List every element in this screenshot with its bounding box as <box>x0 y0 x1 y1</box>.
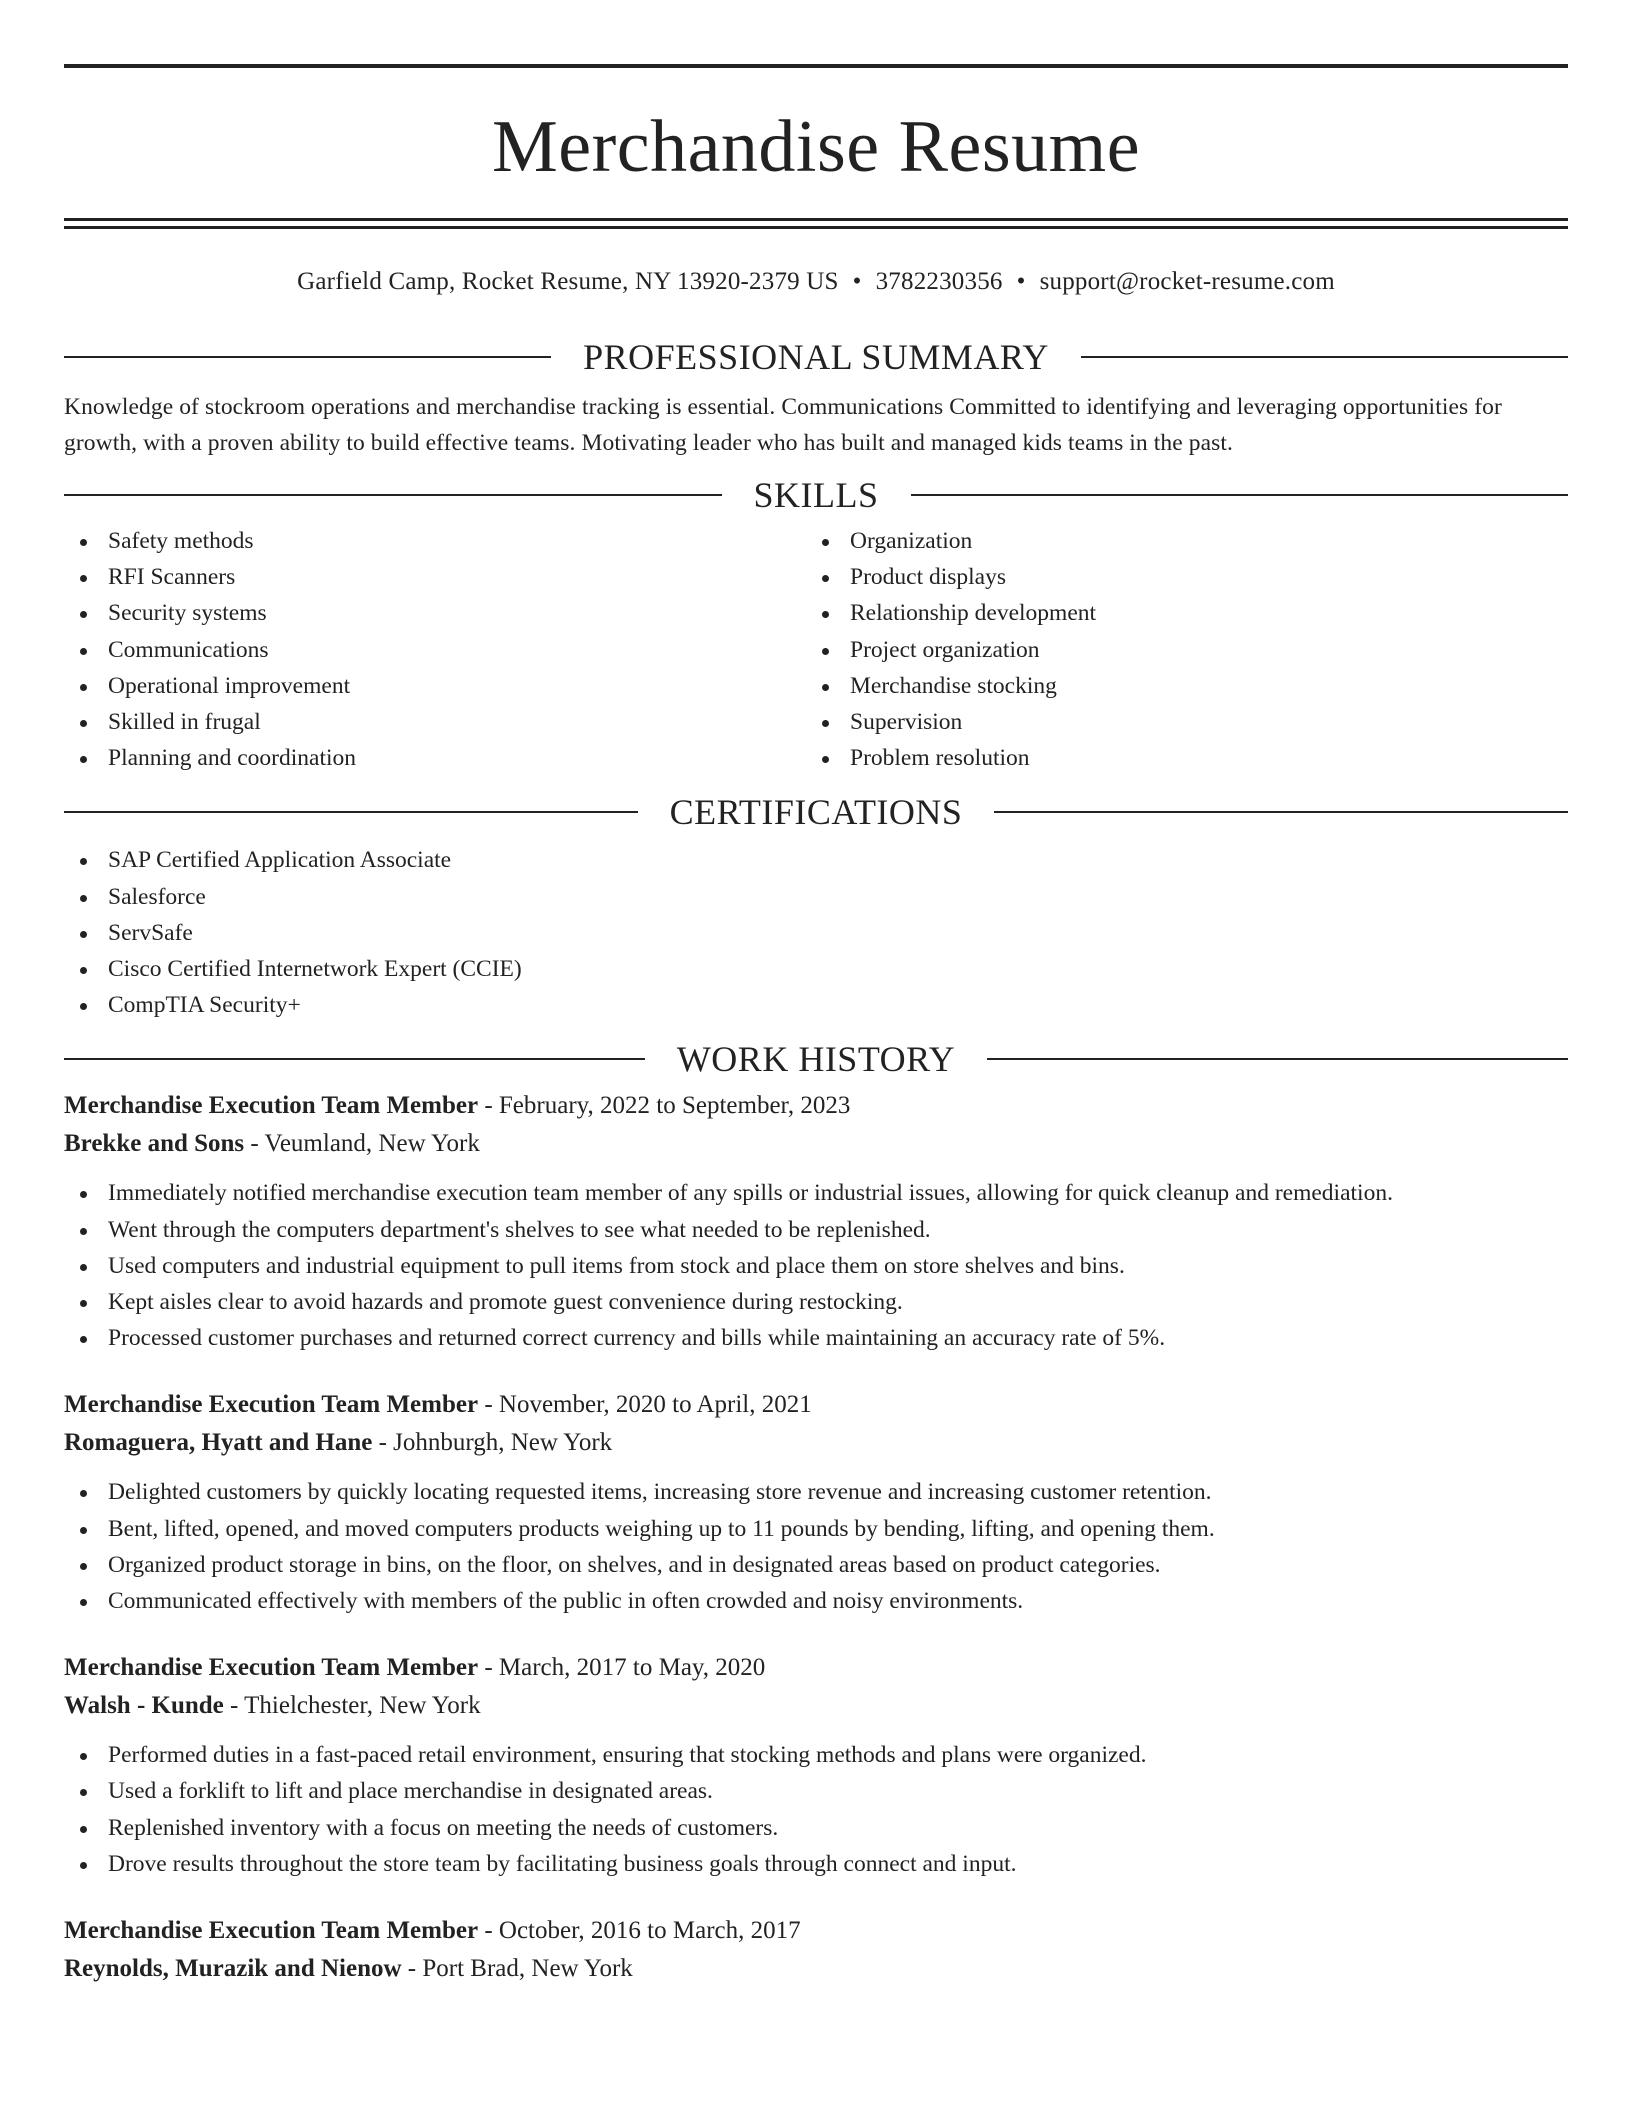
heading-rule <box>911 494 1569 496</box>
company-location: - Johnburgh, New York <box>372 1429 613 1457</box>
heading-rule <box>994 811 1568 813</box>
company-location: - Port Brad, New York <box>401 1955 633 1983</box>
email-link[interactable]: support@rocket-resume.com <box>1039 268 1335 295</box>
list-item: Organization <box>806 523 1548 559</box>
certifications-list <box>64 842 1568 1023</box>
section-heading-work <box>64 1039 1568 1079</box>
list-item: Problem resolution <box>806 740 1548 776</box>
company-line <box>64 1687 1568 1725</box>
job-bullets <box>64 1737 1568 1882</box>
list-item: Bent, lifted, opened, and moved computers products weighing up to 11 pounds by bending, lifting, and opening them. <box>64 1511 1568 1547</box>
list-item: Processed customer purchases and returned correct currency and bills while maintaining an accuracy rate of 5%. <box>64 1320 1568 1356</box>
job-title: Merchandise Execution Team Member <box>64 1391 479 1419</box>
job-title-line <box>64 1912 1568 1950</box>
job-entry <box>64 1087 1568 1356</box>
job-title-line <box>64 1386 1568 1424</box>
heading-text: SKILLS <box>753 475 879 515</box>
heading-rule <box>64 356 551 358</box>
company-location: - Thielchester, New York <box>223 1692 481 1720</box>
list-item: Used computers and industrial equipment to pull items from stock and place them on store shelves and bins. <box>64 1248 1568 1284</box>
list-item: Product displays <box>806 559 1548 595</box>
job-dates: - February, 2022 to September, 2023 <box>478 1092 851 1120</box>
job-dates: - October, 2016 to March, 2017 <box>478 1917 801 1945</box>
resume-page <box>64 64 1568 1988</box>
list-item: Immediately notified merchandise execution team member of any spills or industrial issues, allowing for quick cleanup and remediation. <box>64 1175 1568 1211</box>
job-entry <box>64 1649 1568 1882</box>
job-entry <box>64 1386 1568 1619</box>
list-item: Used a forklift to lift and place merchandise in designated areas. <box>64 1773 1568 1809</box>
list-item: Relationship development <box>806 595 1548 631</box>
separator: • <box>852 268 862 295</box>
list-item: Performed duties in a fast-paced retail environment, ensuring that stocking methods and plans were organized. <box>64 1737 1568 1773</box>
list-item: Went through the computers department's shelves to see what needed to be replenished. <box>64 1212 1568 1248</box>
list-item: Communicated effectively with members of the public in often crowded and noisy environments. <box>64 1583 1568 1619</box>
job-title-line <box>64 1649 1568 1687</box>
list-item: Security systems <box>64 595 806 631</box>
summary-text: Knowledge of stockroom operations and merchandise tracking is essential. Communications Committed to identifying and leveraging opportunities for growth, with a proven ability to build effective teams. Motivating leader who has built and managed kids teams in the past. <box>64 394 1502 456</box>
company-name: Brekke and Sons <box>64 1130 245 1158</box>
list-item: Kept aisles clear to avoid hazards and promote guest convenience during restocking. <box>64 1284 1568 1320</box>
list-item: Operational improvement <box>64 668 806 704</box>
contact-line <box>64 265 1568 299</box>
heading-rule <box>64 811 638 813</box>
company-line <box>64 1424 1568 1462</box>
list-item: Merchandise stocking <box>806 668 1548 704</box>
work-history-list <box>64 1087 1568 1988</box>
list-item: RFI Scanners <box>64 559 806 595</box>
job-bullets <box>64 1474 1568 1619</box>
page-title: Merchandise Resume <box>491 106 1141 188</box>
list-item: Communications <box>64 632 806 668</box>
job-entry <box>64 1912 1568 1988</box>
job-bullets <box>64 1175 1568 1356</box>
job-dates: - November, 2020 to April, 2021 <box>478 1391 812 1419</box>
list-item: Replenished inventory with a focus on meeting the needs of customers. <box>64 1810 1568 1846</box>
separator: • <box>1016 268 1026 295</box>
heading-rule <box>64 494 722 496</box>
list-item: ServSafe <box>64 915 1568 951</box>
section-heading-skills <box>64 475 1568 515</box>
job-title: Merchandise Execution Team Member <box>64 1917 479 1945</box>
list-item: Drove results throughout the store team by facilitating business goals through connect and input. <box>64 1846 1568 1882</box>
job-title: Merchandise Execution Team Member <box>64 1654 479 1682</box>
heading-text: WORK HISTORY <box>676 1039 956 1080</box>
skills-columns <box>64 523 1568 776</box>
list-item: Cisco Certified Internetwork Expert (CCIE) <box>64 951 1568 987</box>
list-item: Planning and coordination <box>64 740 806 776</box>
list-item: Salesforce <box>64 879 1568 915</box>
company-location: - Veumland, New York <box>244 1130 480 1158</box>
list-item: Project organization <box>806 632 1548 668</box>
skills-list-right <box>806 523 1548 776</box>
skills-list-left <box>64 523 806 776</box>
section-heading-certifications <box>64 792 1568 832</box>
company-name: Reynolds, Murazik and Nienow <box>64 1955 402 1983</box>
company-line <box>64 1950 1568 1988</box>
list-item: Skilled in frugal <box>64 704 806 740</box>
list-item: Organized product storage in bins, on the floor, on shelves, and in designated areas based on product categories. <box>64 1547 1568 1583</box>
company-name: Walsh - Kunde <box>64 1692 224 1720</box>
company-line <box>64 1125 1568 1163</box>
list-item: CompTIA Security+ <box>64 987 1568 1023</box>
list-item: Supervision <box>806 704 1548 740</box>
phone-text: 3782230356 <box>875 268 1003 295</box>
job-title: Merchandise Execution Team Member <box>64 1092 479 1120</box>
list-item: SAP Certified Application Associate <box>64 842 1568 878</box>
list-item: Safety methods <box>64 523 806 559</box>
heading-rule <box>64 1058 645 1060</box>
section-heading-summary <box>64 337 1568 377</box>
job-title-line <box>64 1087 1568 1125</box>
double-rule <box>64 218 1568 229</box>
address-text: Garfield Camp, Rocket Resume, NY 13920-2379 US <box>297 268 839 295</box>
heading-rule <box>1081 356 1568 358</box>
top-rule <box>64 64 1568 68</box>
heading-text: PROFESSIONAL SUMMARY <box>583 337 1049 377</box>
heading-text: CERTIFICATIONS <box>669 792 963 833</box>
company-name: Romaguera, Hyatt and Hane <box>64 1429 373 1457</box>
heading-rule <box>987 1058 1568 1060</box>
job-dates: - March, 2017 to May, 2020 <box>478 1654 766 1682</box>
list-item: Delighted customers by quickly locating requested items, increasing store revenue and increasing customer retention. <box>64 1474 1568 1510</box>
